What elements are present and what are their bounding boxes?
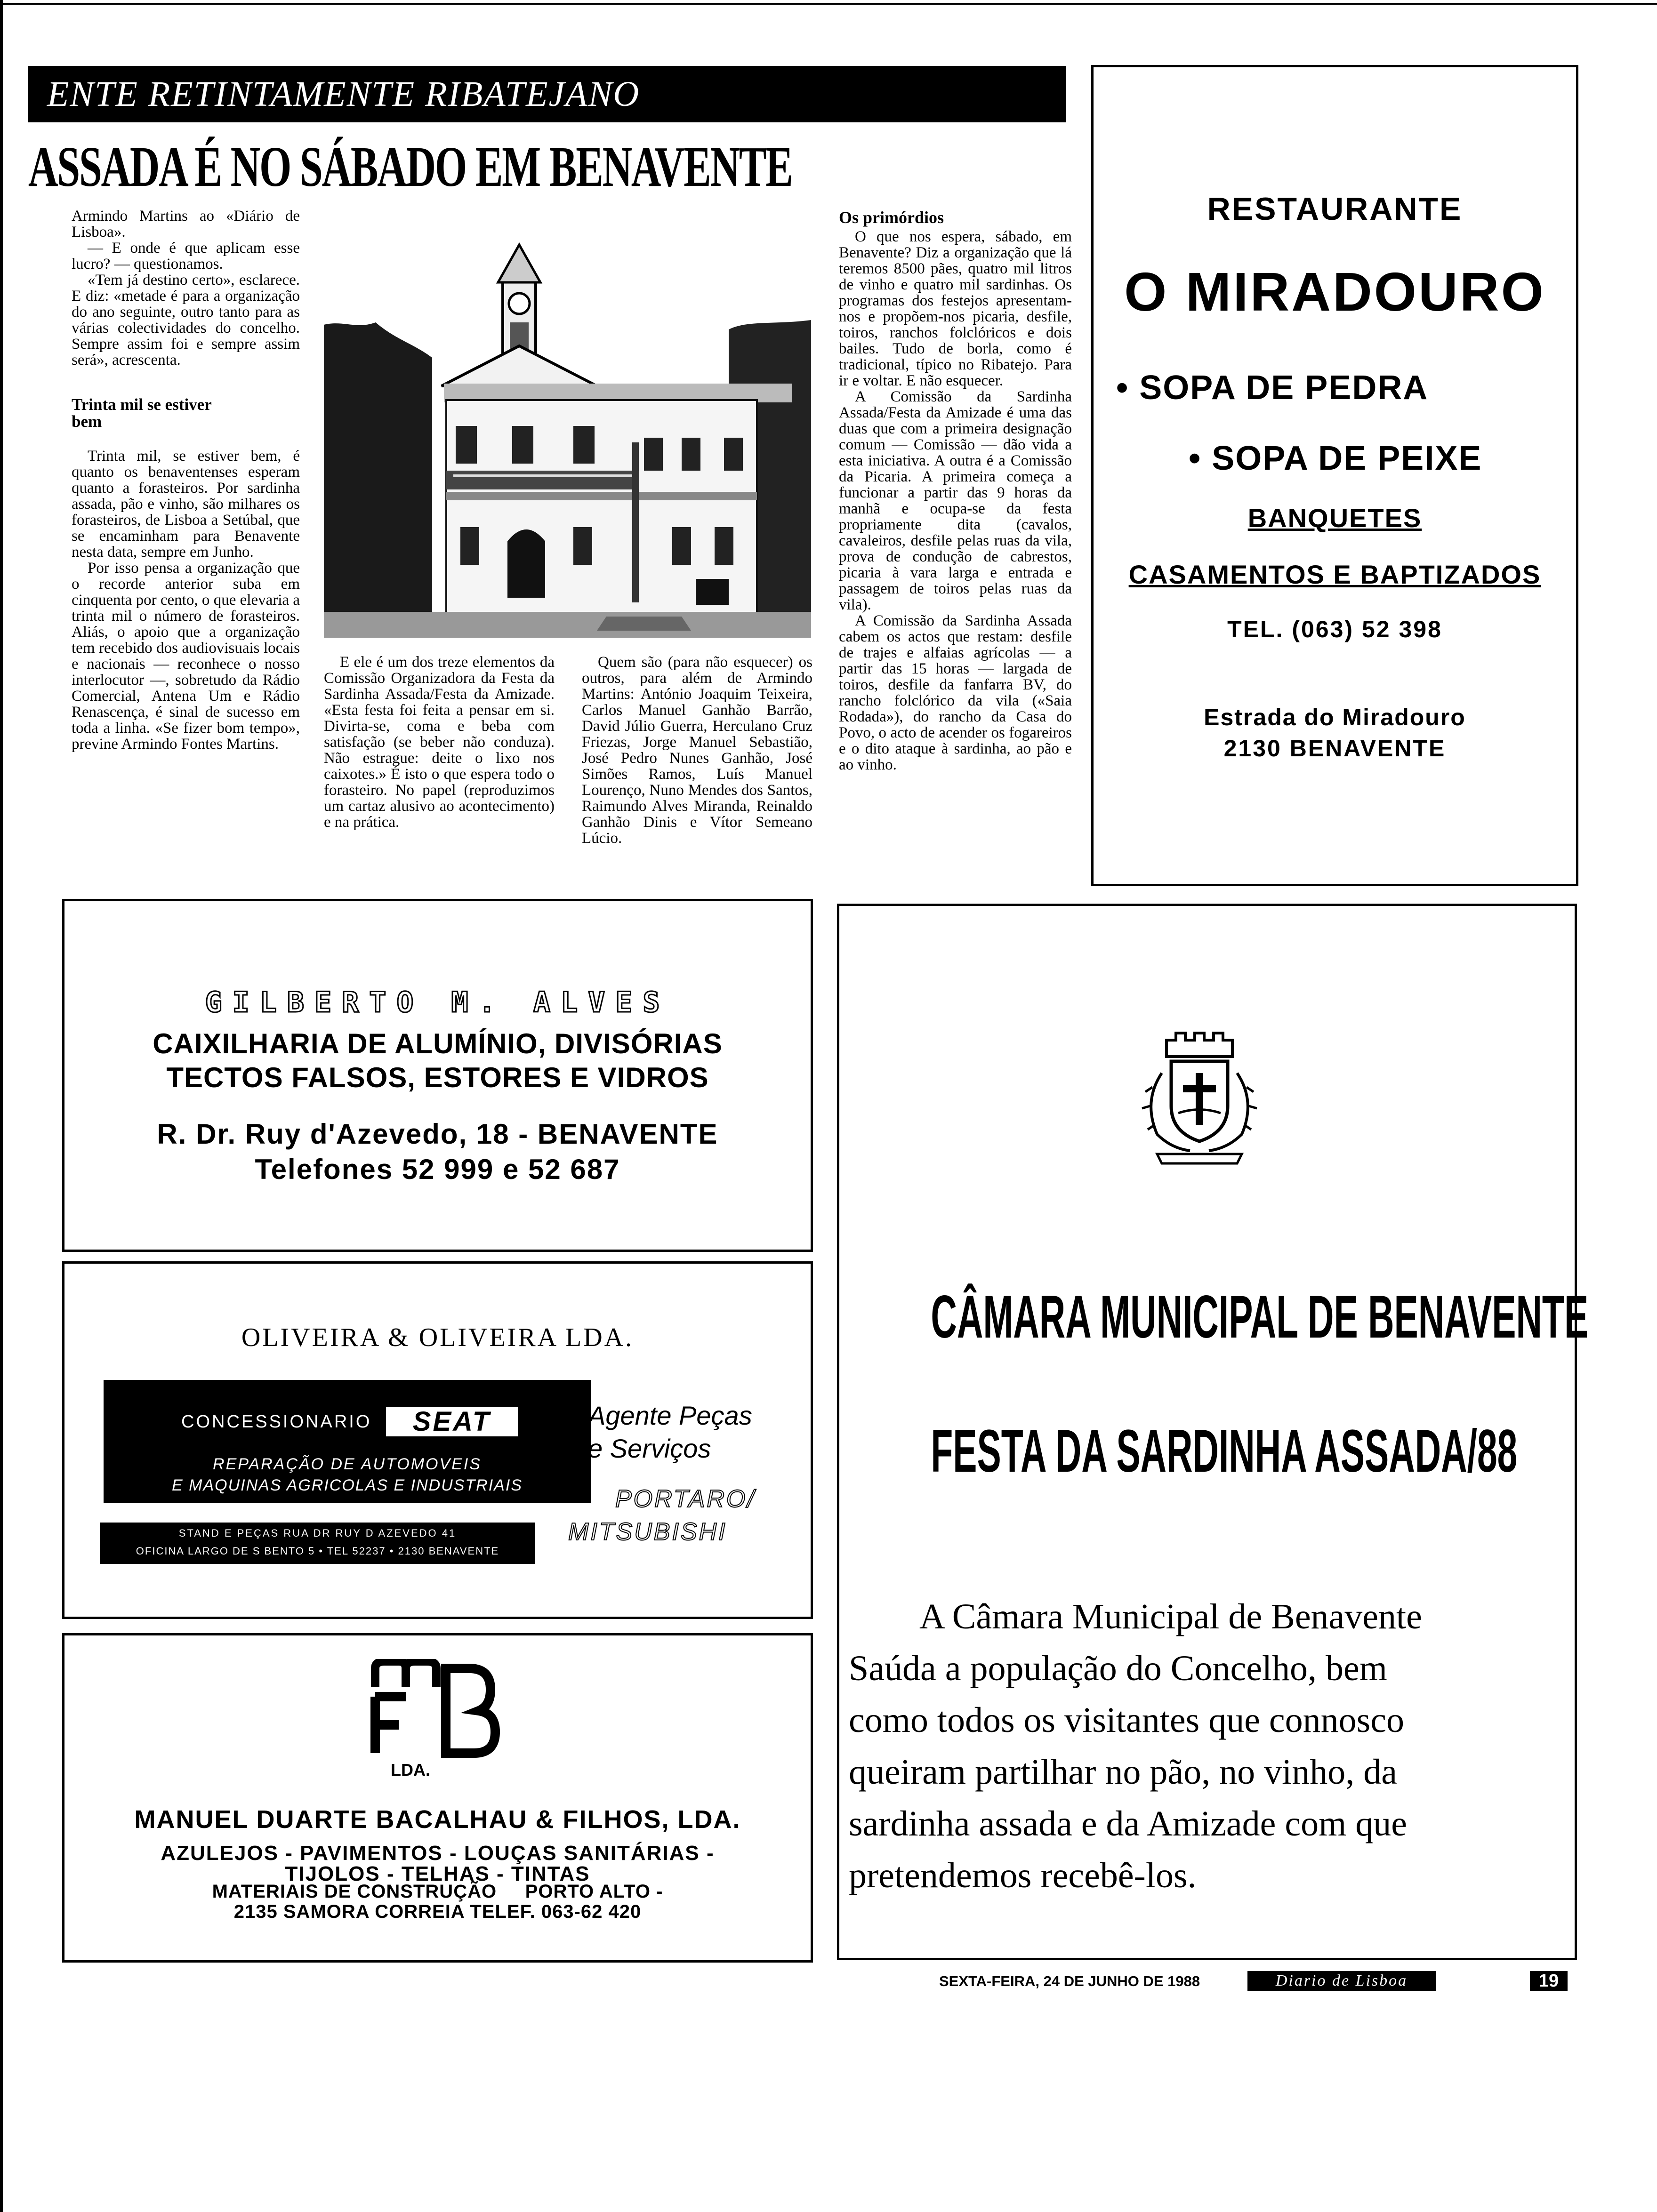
article-paragraph: O que nos espera, sábado, em Benavente? Diz a organização que lá teremos 8500 pães, quatro mil litros de vinho e quatro mil sardinhas. Os programas dos festejos apresentam-nos e propõem-nos picaria, desfile, toiros, ranchos folclóricos e dois bailes. Tudo de borla, como é tradicional, típico no Ribatejo. Para ir e voltar. E não esquecer. — [839, 228, 1072, 389]
mdb-logo-icon — [366, 1659, 507, 1777]
footer-date: SEXTA-FEIRA, 24 DE JUNHO DE 1988 — [939, 1973, 1200, 1989]
article-paragraph: A Comissão da Sardinha Assada/Festa da Amizade é uma das duas que com a primeira designação comum — Comissão — dão vida a esta iniciativa. A outra é a Comissão da Picaria. A primeira começa a funcionar a partir das 9 horas da manhã e ocupa-se da festa propriamente dita (cavalos, cavaleiros, desfile pelas ruas da vila, prova de condução de cabrestos, picaria à vara larga e entrada e passagem de toiros pelas ruas da vila). — [839, 388, 1072, 613]
restaurant-name: O MIRADOURO — [1124, 261, 1545, 322]
message-line: como todos os visitantes que connosco — [849, 1700, 1404, 1740]
coat-of-arms — [1134, 1031, 1265, 1167]
town-hall-photo — [324, 240, 811, 638]
top-rule — [0, 3, 1657, 5]
article-paragraph: Trinta mil, se estiver bem, é quanto os benaventenses esperam quanto a forasteiros. Por sardinha assada, pão e vinho, são milhares os forasteiros, de Lisboa a Setúbal, que se encaminham para Benavente nesta data, sempre em Junho. — [72, 448, 300, 561]
seat-dealer-block — [104, 1380, 591, 1503]
message-line: Saúda a população do Concelho, bem — [849, 1649, 1387, 1688]
repair-line-1: REPARAÇÃO DE AUTOMOVEIS — [213, 1455, 482, 1473]
article-col-1 — [72, 208, 300, 752]
message-line: queiram partilhar no pão, no vinho, da — [849, 1752, 1398, 1792]
message-line: pretendemos recebê-los. — [849, 1856, 1197, 1895]
article-paragraph: Por isso pensa a organização que o recorde anterior suba em cinquenta por cento, o que elevaria a trinta mil o número de forasteiros. Aliás, o apoio que a organização tem recebido dos audiovisuais locais e nacionais — reconhece o nosso interlocutor —, sobretudo da Rádio Comercial, Antena Um e Rádio Renascença, é sinal de sucesso em toda a linha. «Se fizer bom tempo», previne Armindo Fontes Martins. — [72, 560, 300, 753]
page-number: 19 — [1530, 1971, 1568, 1991]
concessionario-label: CONCESSIONARIO — [181, 1412, 372, 1432]
repair-line-2: E MAQUINAS AGRICOLAS E INDUSTRIAIS — [172, 1476, 523, 1494]
message-line: sardinha assada e da Amizade com que — [849, 1804, 1407, 1843]
ad-manuel-duarte-bacalhau — [62, 1633, 813, 1963]
restaurant-address-1: Estrada do Miradouro — [1204, 704, 1466, 730]
subhead-trinta-mil: Trinta mil se estiver bem — [72, 395, 212, 431]
subhead-primordios: Os primórdios — [839, 208, 944, 227]
coat-of-arms-icon — [1134, 1031, 1265, 1167]
seat-logo: SEAT — [386, 1407, 518, 1436]
article-paragraph: A Comissão da Sardinha Assada cabem os actos que restam: desfile de trajes e alfaias agrícolas — a partir das 15 horas — largada de toiros, desfile da fanfarra BV, do rancho folclórico da vila («Saia Rodada»), do rancho da Casa do Povo, o acto de acender os fogareiros e o dito ataque à sardinha, ao pão e ao vinho. — [839, 612, 1072, 773]
oliveira-name: OLIVEIRA & OLIVEIRA LDA. — [241, 1323, 634, 1352]
mdb-line-4: 2135 SAMORA CORREIA TELEF. 063-62 420 — [233, 1901, 642, 1922]
banquetes-line: BANQUETES — [1247, 503, 1422, 533]
gilberto-line-2: TECTOS FALSOS, ESTORES E VIDROS — [166, 1062, 709, 1093]
article-paragraph: Quem são (para não esquecer) os outros, para além de Armindo Martins: António Joaquim Teixeira, Carlos Manuel Ganhão Barrão, David Júlio Guerra, Herculano Cruz Friezas, Jorge Manuel Sebastião, José Pedro Nunes Ganhão, José Simões Ramos, Luís Manuel Lourenço, Nuno Mendes dos Santos, Raimundo Alves Miranda, Reinaldo Ganhão Dinis e Vítor Semeano Lúcio. — [582, 654, 812, 847]
article-col-4 — [839, 208, 1072, 773]
casamentos-line: CASAMENTOS E BAPTIZADOS — [1128, 560, 1541, 589]
restaurant-label: RESTAURANTE — [1207, 191, 1463, 227]
mdb-logo — [366, 1659, 507, 1777]
article-paragraph: E ele é um dos treze elementos da Comissão Organizadora da Festa da Sardinha Assada/Festa da Amizade. «Esta festa foi feita a pensar em si. Divirta-se, coma e beba com satisfação (se beber não conduza). Não estrague: deite o lixo nos caixotes.» É isto o que espera todo o forasteiro. No papel (reproduzimos um cartaz alusivo ao acontecimento) e na prática. — [324, 654, 555, 831]
left-edge — [0, 0, 3, 2212]
stand-oficina-block — [100, 1523, 535, 1564]
gilberto-name: GILBERTO M. ALVES — [205, 986, 670, 1019]
oficina-line: OFICINA LARGO DE S BENTO 5 • TEL 52237 • 2130 BENAVENTE — [136, 1545, 499, 1557]
article-paragraph: Armindo Martins ao «Diário de Lisboa». — [72, 208, 300, 240]
ad-oliveira — [62, 1261, 813, 1619]
agent-line-1: Agente Peças — [588, 1401, 752, 1430]
festa-title: FESTA DA SARDINHA ASSADA/88 — [931, 1418, 1518, 1485]
ad-camara-municipal — [837, 904, 1589, 1960]
mdb-line-2: TIJOLOS - TELHAS - TINTAS — [285, 1862, 590, 1885]
restaurant-phone: TEL. (063) 52 398 — [1227, 616, 1442, 642]
ad-restaurante-miradouro — [1091, 65, 1578, 886]
article-col-3 — [582, 654, 812, 846]
mdb-line-1: AZULEJOS - PAVIMENTOS - LOUÇAS SANITÁRIAS - — [161, 1842, 715, 1865]
gilberto-phones: Telefones 52 999 e 52 687 — [255, 1154, 620, 1185]
camara-message — [849, 1591, 1564, 1901]
restaurant-address-2: 2130 BENAVENTE — [1223, 735, 1446, 761]
mdb-line-3: MATERIAIS DE CONSTRUÇÃO PORTO ALTO - — [212, 1881, 663, 1902]
mdb-name: MANUEL DUARTE BACALHAU & FILHOS, LDA. — [134, 1805, 741, 1834]
camara-title: CÂMARA MUNICIPAL DE BENAVENTE — [931, 1283, 1589, 1351]
article-paragraph: — E onde é que aplicam esse lucro? — questionamos. — [72, 240, 300, 272]
headline: ASSADA É NO SÁBADO EM BENAVENTE — [28, 135, 792, 199]
town-hall-photo-svg — [324, 240, 811, 638]
menu-item-sopa-peixe: • SOPA DE PEIXE — [1189, 440, 1482, 477]
message-line: A Câmara Municipal de Benavente — [919, 1597, 1422, 1636]
menu-item-sopa-pedra: • SOPA DE PEDRA — [1116, 369, 1429, 407]
kicker-banner: ENTE RETINTAMENTE RIBATEJANO — [28, 66, 1066, 122]
footer-paper-name: Diario de Lisboa — [1247, 1971, 1436, 1991]
mdb-logo-lda: LDA. — [391, 1760, 430, 1779]
article-col-2 — [324, 654, 555, 830]
stand-line: STAND E PEÇAS RUA DR RUY D AZEVEDO 41 — [178, 1527, 457, 1539]
article-paragraph: «Tem já destino certo», esclarece. E diz: «metade é para a organização do ano seguinte, outro tanto para as várias colectividades do concelho. Sempre assim foi e sempre assim será», acrescenta. — [72, 272, 300, 369]
brands-line-1: PORTARO/ — [615, 1485, 756, 1513]
gilberto-address: R. Dr. Ruy d'Azevedo, 18 - BENAVENTE — [157, 1118, 718, 1150]
ad-gilberto-alves — [62, 899, 813, 1252]
gilberto-line-1: CAIXILHARIA DE ALUMÍNIO, DIVISÓRIAS — [153, 1028, 723, 1059]
agent-line-2: e Serviços — [588, 1434, 711, 1463]
brands-line-2: MITSUBISHI — [568, 1518, 727, 1546]
